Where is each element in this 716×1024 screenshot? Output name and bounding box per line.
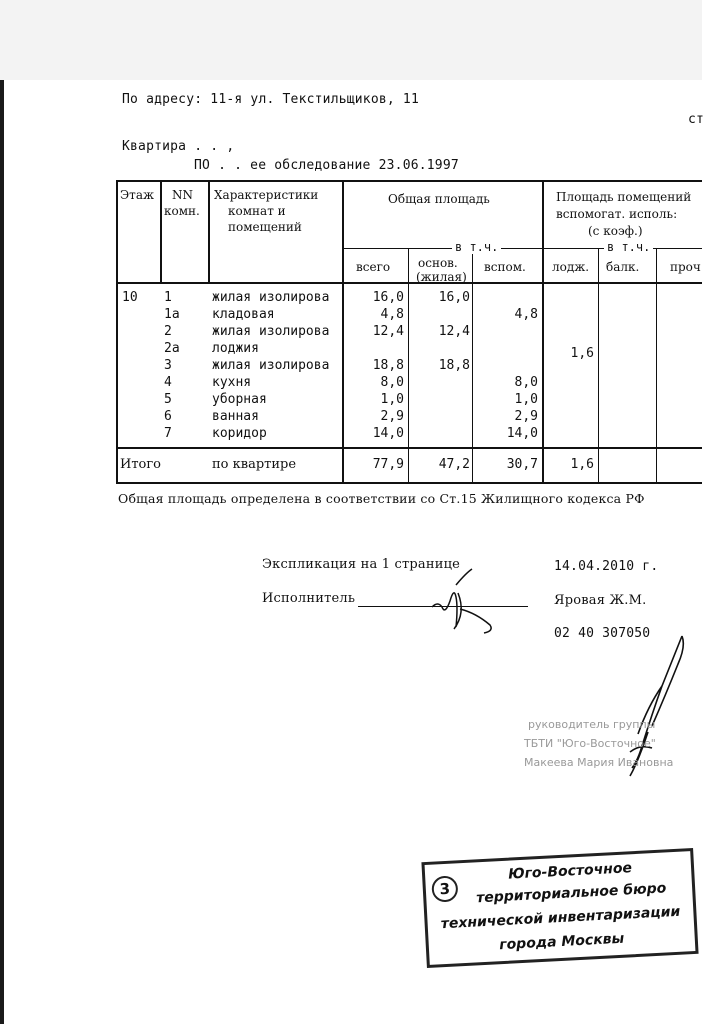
row-aux: 2,9 <box>514 409 538 424</box>
header-sub-aux: вспом. <box>484 260 526 274</box>
row-total: 4,8 <box>380 307 404 322</box>
header-desc-2: комнат и <box>228 204 286 218</box>
header-sub-total: всего <box>356 260 391 274</box>
row-total: 1,0 <box>380 392 404 407</box>
row-desc: уборная <box>212 392 267 407</box>
row-desc: жилая изолирова <box>212 358 330 373</box>
row-total: 2,9 <box>380 409 404 424</box>
header-nn: NN <box>172 188 193 202</box>
apartment-line: Квартира . . , <box>122 139 235 154</box>
official-faint-stamp <box>516 718 702 778</box>
faint-stamp-line: Макеева Мария Ивановна <box>524 756 674 769</box>
totals-aux: 30,7 <box>506 457 538 472</box>
row-loggia: 1,6 <box>570 346 594 361</box>
col-sep-balcony <box>656 248 657 484</box>
header-sub-main: основ. <box>418 256 458 270</box>
document-date: 14.04.2010 г. <box>554 559 659 574</box>
scan-top-band <box>0 0 702 80</box>
row-nn: 7 <box>164 426 172 441</box>
col-sep-loggia <box>598 248 599 484</box>
row-aux: 8,0 <box>514 375 538 390</box>
header-floor: Этаж <box>120 188 155 202</box>
legal-note: Общая площадь определена в соответствии со Ст.15 Жилищного кодекса РФ <box>118 491 645 506</box>
row-desc: жилая изолирова <box>212 290 330 305</box>
header-bottom-border <box>116 282 702 284</box>
row-desc: ванная <box>212 409 259 424</box>
bti-stamp <box>421 848 698 968</box>
row-aux: 14,0 <box>506 426 538 441</box>
stamp-line: города Москвы <box>498 930 625 954</box>
row-desc: лоджия <box>212 341 259 356</box>
col-sep-floor <box>160 180 162 284</box>
header-sub-balcony: балк. <box>606 260 640 274</box>
row-nn: 1а <box>164 307 180 322</box>
table-top-border <box>116 180 702 182</box>
header-incl: в т.ч. <box>452 240 501 254</box>
row-desc: коридор <box>212 426 267 441</box>
row-aux: 4,8 <box>514 307 538 322</box>
header-desc-1: Характеристики <box>214 188 319 202</box>
table-left-border <box>116 180 118 484</box>
row-main: 18,8 <box>438 358 470 373</box>
totals-label: Итого <box>120 457 161 472</box>
scan-left-edge <box>0 80 4 1024</box>
table-bottom-border <box>116 482 702 484</box>
header-desc-3: помещений <box>228 220 302 234</box>
stamp-line: территориальное бюро <box>475 880 667 907</box>
faint-stamp-line: ТБТИ "Юго-Восточное" <box>524 737 656 750</box>
header-aux-area-2: вспомогат. исполь: <box>556 207 678 221</box>
row-nn: 5 <box>164 392 172 407</box>
stamp-line: Юго-Восточное <box>507 860 633 883</box>
col-sep-main <box>472 248 473 484</box>
row-desc: кладовая <box>212 307 275 322</box>
page-mark: ст <box>688 112 705 127</box>
executor-name: Яровая Ж.М. <box>554 593 647 608</box>
floor-value: 10 <box>122 290 138 305</box>
header-sub-other: проч <box>670 260 701 274</box>
totals-main: 47,2 <box>438 457 470 472</box>
totals-total: 77,9 <box>372 457 404 472</box>
row-nn: 4 <box>164 375 172 390</box>
header-total-area: Общая площадь <box>388 192 490 206</box>
col-sep-aux <box>542 180 544 484</box>
row-main: 16,0 <box>438 290 470 305</box>
row-nn: 3 <box>164 358 172 373</box>
row-main: 12,4 <box>438 324 470 339</box>
row-total: 18,8 <box>372 358 404 373</box>
row-desc: жилая изолирова <box>212 324 330 339</box>
address-line: По адресу: 11-я ул. Текстильщиков, 11 <box>122 92 419 107</box>
survey-line: ПО . . ее обследование 23.06.1997 <box>194 158 459 173</box>
header-sub-loggia: лодж. <box>552 260 590 274</box>
row-total: 16,0 <box>372 290 404 305</box>
row-total: 12,4 <box>372 324 404 339</box>
header-incl-2: в т.ч. <box>604 240 653 254</box>
row-nn: 2а <box>164 341 180 356</box>
faint-stamp-line: руководитель группы <box>528 718 656 731</box>
totals-loggia: 1,6 <box>570 457 594 472</box>
header-aux-area-1: Площадь помещений <box>556 190 692 204</box>
totals-label-2: по квартире <box>212 457 297 472</box>
totals-top-border <box>116 447 702 449</box>
row-aux: 1,0 <box>514 392 538 407</box>
stamp-number: 3 <box>431 875 458 902</box>
row-total: 8,0 <box>380 375 404 390</box>
stamp-line: технической инвентаризации <box>440 903 681 933</box>
explication-pages: Экспликация на 1 странице <box>262 557 461 572</box>
col-sep-nn <box>208 180 210 284</box>
explication-table <box>116 180 716 484</box>
header-nn-sub: комн. <box>164 204 200 218</box>
row-desc: кухня <box>212 375 252 390</box>
col-sep-total <box>408 248 409 484</box>
row-total: 14,0 <box>372 426 404 441</box>
row-nn: 2 <box>164 324 172 339</box>
header-aux-area-3: (с коэф.) <box>588 224 643 238</box>
executor-signature-icon <box>420 565 500 640</box>
header-sub-main-2: (жилая) <box>416 270 467 284</box>
row-nn: 1 <box>164 290 172 305</box>
executor-label: Исполнитель <box>262 591 356 606</box>
row-nn: 6 <box>164 409 172 424</box>
document-code: 02 40 307050 <box>554 626 651 641</box>
